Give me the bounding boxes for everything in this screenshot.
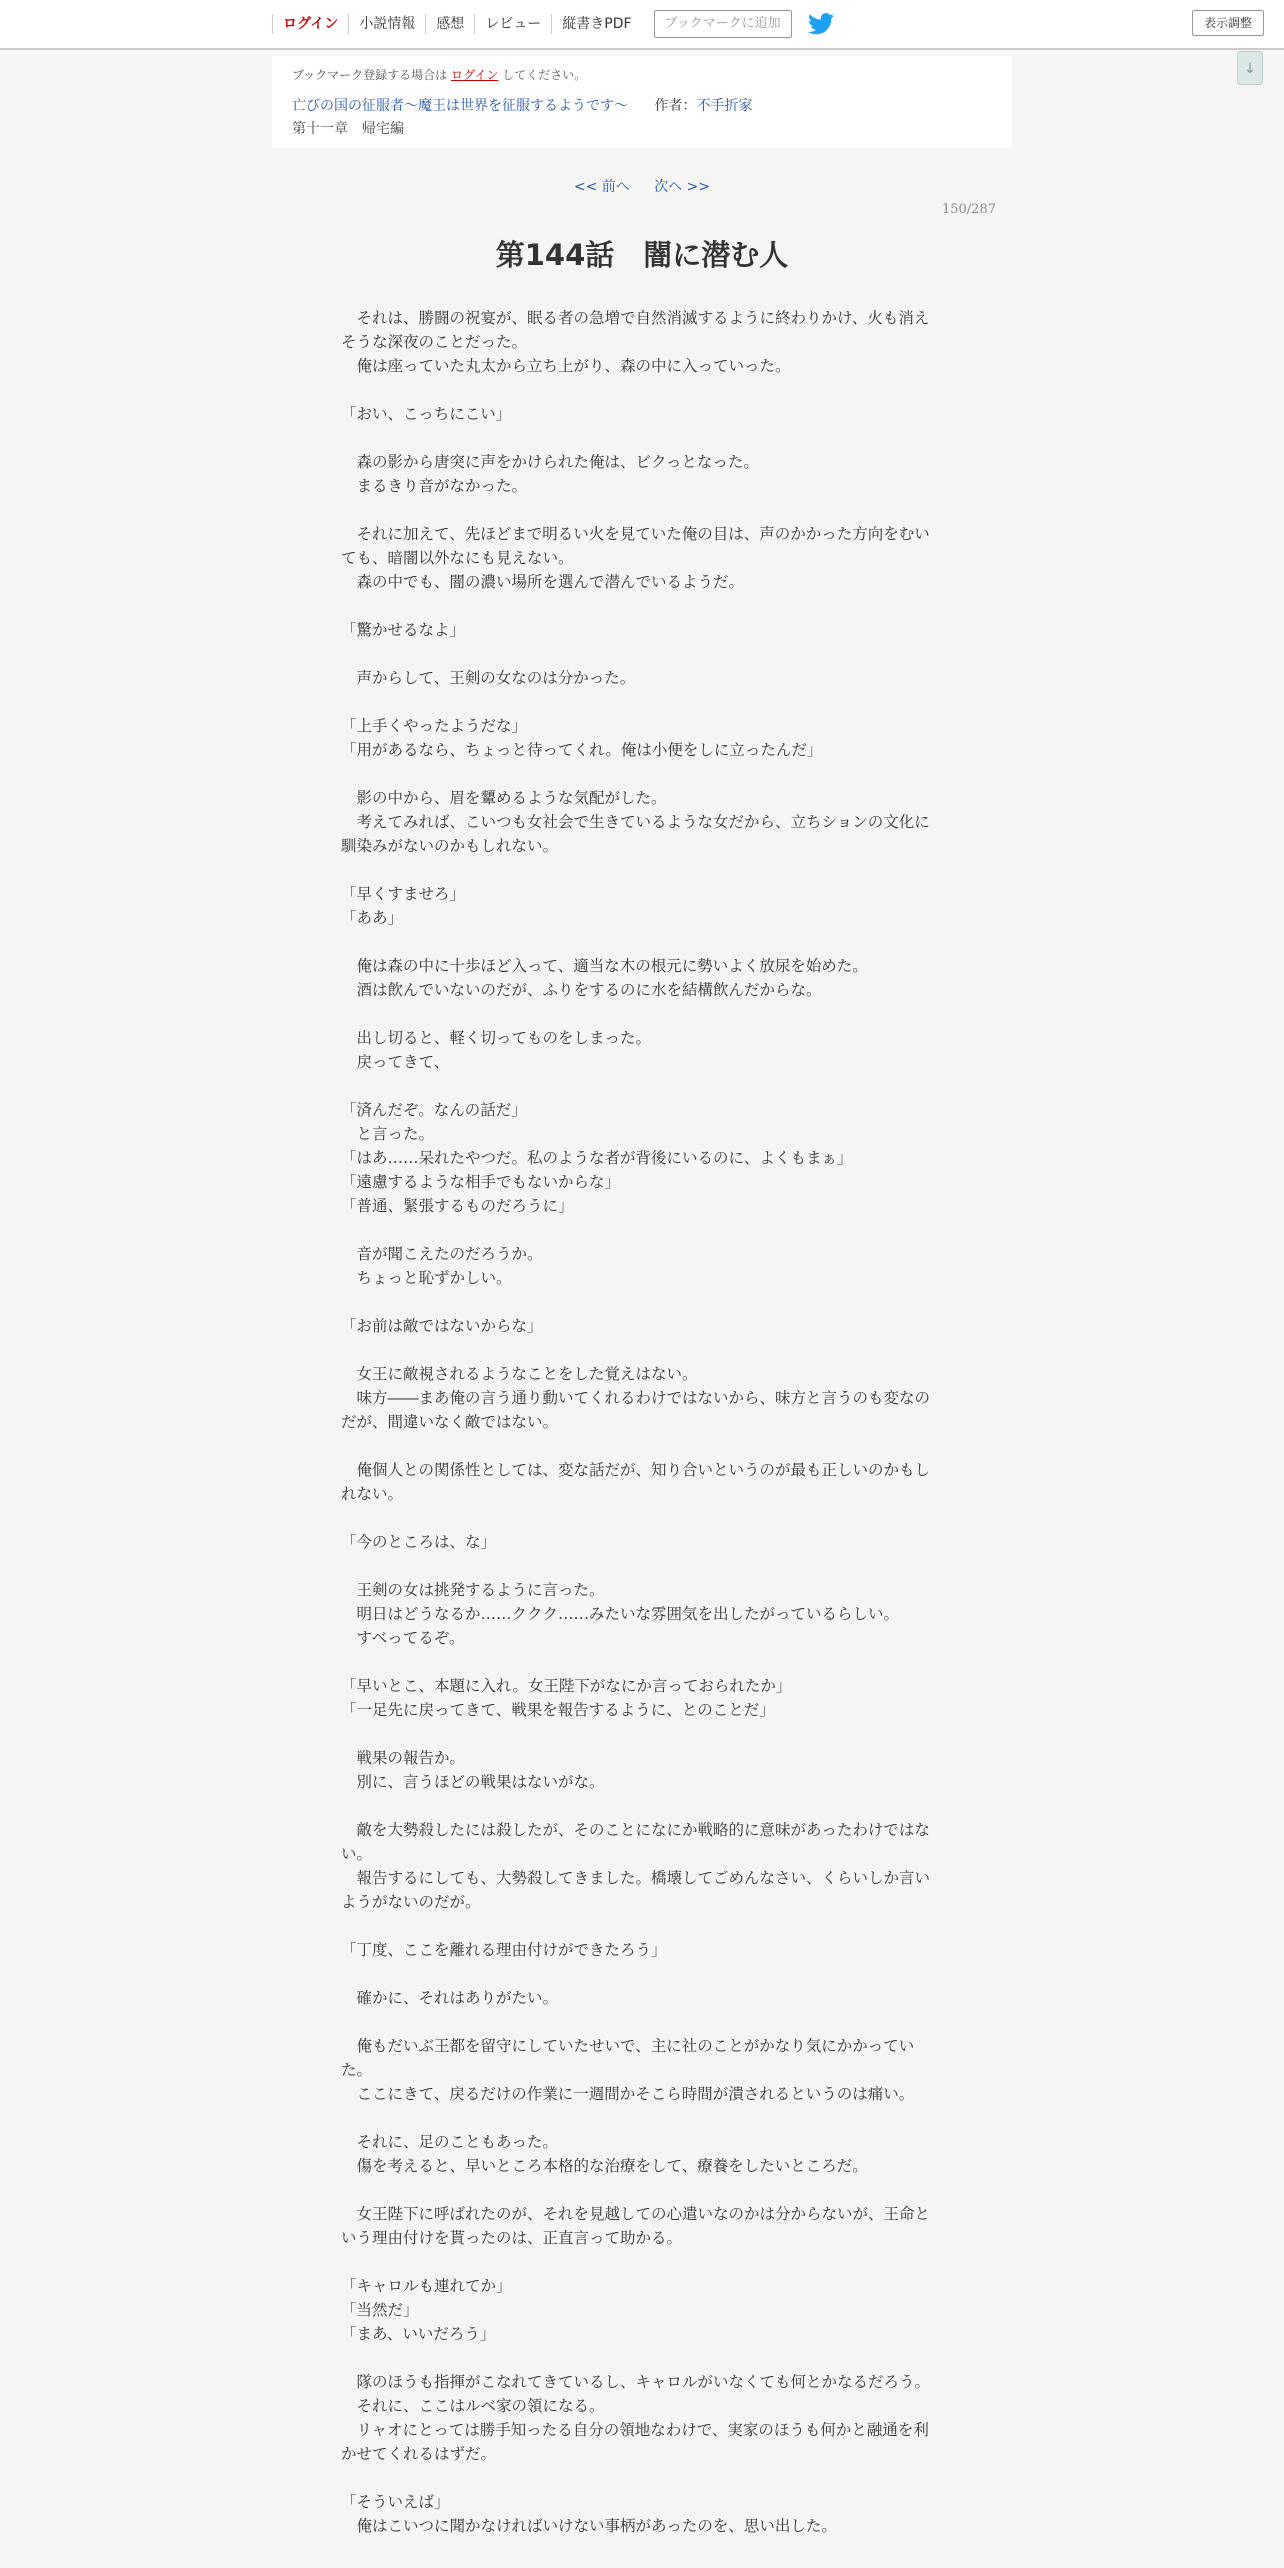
novel-paragraph [341, 2178, 941, 2202]
novel-paragraph: 声からして、王剣の女なのは分かった。 [341, 669, 636, 687]
novel-paragraph: 隊のほうも指揮がこなれてきているし、キャロルがいなくても何とかなるだろう。 [341, 2373, 931, 2391]
novel-paragraph: 王剣の女は挑発するように言った。 [341, 1581, 605, 1599]
bookmark-login-link[interactable]: ログイン [450, 68, 499, 82]
chapter-number: 第十一章 [292, 121, 348, 137]
novel-paragraph: 明日はどうなるか……ククク……みたいな雰囲気を出したがっているらしい。 [341, 1605, 900, 1623]
novel-paragraph: 俺はこいつに聞かなければいけない事柄があったのを、思い出した。 [341, 2517, 837, 2535]
chapter-heading [292, 118, 992, 140]
episode-title: 第144話 闇に潜む人 [495, 238, 789, 272]
novel-paragraph: 俺は座っていた丸太から立ち上がり、森の中に入っていった。 [341, 357, 791, 375]
add-bookmark-button[interactable]: ブックマークに追加 [654, 10, 792, 38]
novel-paragraph: 出し切ると、軽く切ってものをしまった。 [341, 1029, 652, 1047]
episode-pager [0, 176, 1284, 196]
novel-paragraph: 戦果の報告か。 [341, 1749, 466, 1767]
novel-paragraph [341, 498, 941, 522]
novel-body-text [341, 306, 941, 2538]
novel-paragraph: 「キャロルも連れてか」 [341, 2277, 512, 2295]
top-navigation-bar [0, 0, 1284, 50]
novel-paragraph [341, 1002, 941, 1026]
novel-paragraph: 「遠慮するような相手でもないからな」 [341, 1173, 621, 1191]
novel-paragraph: 俺は森の中に十歩ほど入って、適当な木の根元に勢いよく放尿を始めた。 [341, 957, 868, 975]
novel-paragraph: 女王に敵視されるようなことをした覚えはない。 [341, 1365, 698, 1383]
novel-paragraph: それに加えて、先ほどまで明るい火を見ていた俺の目は、声のかかった方向をむいても、暗闇以外なにも見えない。 [341, 525, 930, 567]
display-settings-button[interactable]: 表示調整 [1192, 10, 1264, 36]
novel-paragraph: 敵を大勢殺したには殺したが、そのことになにか戦略的に意味があったわけではない。 [341, 1821, 930, 1863]
novel-paragraph: 影の中から、眉を顰めるような気配がした。 [341, 789, 667, 807]
novel-paragraph: 森の影から唐突に声をかけられた俺は、ビクっとなった。 [341, 453, 759, 471]
novel-paragraph: 「普通、緊張するものだろうに」 [341, 1197, 574, 1215]
novel-paragraph: 音が聞こえたのだろうか。 [341, 1245, 543, 1263]
scroll-down-button[interactable]: ↓ [1237, 51, 1263, 85]
novel-paragraph [341, 2466, 941, 2490]
novel-paragraph: 女王陛下に呼ばれたのが、それを見越しての心遣いなのかは分からないが、王命という理由付けを貰ったのは、正直言って助かる。 [341, 2205, 931, 2247]
next-episode-link[interactable]: 次へ >> [654, 179, 711, 195]
novel-paragraph [341, 930, 941, 954]
bookmark-login-note: ブックマーク登録する場合は ログイン してください。 [292, 68, 587, 82]
novel-paragraph [341, 2346, 941, 2370]
main-nav [272, 0, 834, 48]
chapter-name: 帰宅編 [362, 121, 404, 137]
novel-paragraph: すべってるぞ。 [341, 1629, 465, 1647]
prev-episode-link[interactable]: << 前へ [573, 179, 630, 195]
novel-paragraph: 「早いとこ、本題に入れ。女王陛下がなにか言っておられたか」 [341, 1677, 792, 1695]
novel-paragraph [341, 1290, 941, 1314]
novel-paragraph [341, 2106, 941, 2130]
novel-paragraph: と言った。 [341, 1125, 435, 1143]
novel-paragraph: ちょっと恥ずかしい。 [341, 1269, 512, 1287]
novel-paragraph [341, 858, 941, 882]
nav-review-link[interactable]: レビュー [474, 14, 551, 34]
novel-paragraph: 「丁度、ここを離れる理由付けができたろう」 [341, 1941, 667, 1959]
novel-paragraph [341, 1074, 941, 1098]
novel-paragraph: 戻ってきて、 [341, 1053, 450, 1071]
novel-paragraph: 考えてみれば、こいつも女社会で生きているような女だから、立ちションの文化に馴染みがないのかもしれない。 [341, 813, 930, 855]
novel-paragraph [341, 1554, 941, 1578]
novel-paragraph [341, 2010, 941, 2034]
episode-page-count: 150/287 [941, 202, 996, 217]
novel-paragraph [341, 426, 941, 450]
novel-paragraph: 「はあ……呆れたやつだ。私のような者が背後にいるのに、よくもまぁ」 [341, 1149, 853, 1167]
novel-paragraph [341, 378, 941, 402]
nav-login-link[interactable]: ログイン [272, 14, 348, 34]
novel-paragraph: 「そういえば」 [341, 2493, 450, 2511]
novel-paragraph [341, 690, 941, 714]
novel-paragraph: それに、足のこともあった。 [341, 2133, 558, 2151]
novel-paragraph: 酒は飲んでいないのだが、ふりをするのに水を結構飲んだからな。 [341, 981, 822, 999]
novel-paragraph: 味方――まあ俺の言う通り動いてくれるわけではないから、味方と言うのも変なのだが、間違いなく敵ではない。 [341, 1389, 931, 1431]
novel-paragraph [341, 1338, 941, 1362]
novel-paragraph: まるきり音がなかった。 [341, 477, 528, 495]
novel-paragraph: 「今のところは、な」 [341, 1533, 497, 1551]
novel-paragraph [341, 594, 941, 618]
novel-paragraph [341, 1794, 941, 1818]
novel-paragraph [341, 1962, 941, 1986]
author-label: 作者： [654, 98, 697, 114]
twitter-bird-icon[interactable] [808, 13, 834, 35]
author-name-link[interactable]: 不手折家 [696, 98, 753, 114]
novel-paragraph: リャオにとっては勝手知ったる自分の領地なわけで、実家のほうも何かと融通を利かせてくれるはずだ。 [341, 2421, 929, 2463]
novel-paragraph: 「当然だ」 [341, 2301, 419, 2319]
series-title-link[interactable]: 亡びの国の征服者～魔王は世界を征服するようです～ [292, 98, 628, 114]
novel-paragraph: 「早くすませろ」 [341, 885, 466, 903]
novel-paragraph [341, 1722, 941, 1746]
novel-paragraph: 「まあ、いいだろう」 [341, 2325, 496, 2343]
novel-paragraph: 「驚かせるなよ」 [341, 621, 466, 639]
novel-paragraph: 俺もだいぶ王都を留守にしていたせいで、主に社のことがかなり気にかかっていた。 [341, 2037, 915, 2079]
novel-paragraph: 「済んだぞ。なんの話だ」 [341, 1101, 527, 1119]
novel-paragraph: 報告するにしても、大勢殺してきました。橋壊してごめんなさい、くらいしか言いようがないのだが。 [341, 1869, 931, 1911]
nav-impressions-link[interactable]: 感想 [425, 14, 474, 34]
nav-novel-info-link[interactable]: 小説情報 [348, 14, 425, 34]
novel-paragraph [341, 762, 941, 786]
novel-paragraph [341, 1218, 941, 1242]
novel-paragraph [341, 1506, 941, 1530]
novel-paragraph [341, 1914, 941, 1938]
novel-paragraph: 俺個人との関係性としては、変な話だが、知り合いというのが最も正しいのかもしれない。 [341, 1461, 931, 1503]
novel-paragraph: 「用があるなら、ちょっと待ってくれ。俺は小便をしに立ったんだ」 [341, 741, 823, 759]
novel-paragraph: ここにきて、戻るだけの作業に一週間かそこら時間が潰されるというのは痛い。 [341, 2085, 915, 2103]
novel-info-box [272, 56, 1012, 148]
novel-paragraph: 「お前は敵ではないからな」 [341, 1317, 543, 1335]
novel-paragraph [341, 2250, 941, 2274]
novel-paragraph: 傷を考えると、早いところ本格的な治療をして、療養をしたいところだ。 [341, 2157, 868, 2175]
novel-paragraph: それに、ここはルベ家の領になる。 [341, 2397, 605, 2415]
novel-paragraph: 「一足先に戻ってきて、戦果を報告するように、とのことだ」 [341, 1701, 775, 1719]
novel-paragraph: それは、勝闘の祝宴が、眠る者の急増で自然消滅するように終わりかけ、火も消えそうな深夜のことだった。 [341, 309, 930, 351]
novel-paragraph: 「おい、こっちにこい」 [341, 405, 512, 423]
novel-paragraph [341, 1650, 941, 1674]
novel-paragraph [341, 642, 941, 666]
novel-paragraph: 「上手くやったようだな」 [341, 717, 528, 735]
novel-paragraph: 確かに、それはありがたい。 [341, 1989, 559, 2007]
novel-paragraph [341, 1434, 941, 1458]
novel-paragraph: 森の中でも、闇の濃い場所を選んで潜んでいるようだ。 [341, 573, 745, 591]
series-line [292, 94, 992, 118]
novel-paragraph: 「ああ」 [341, 909, 404, 927]
nav-vertical-pdf-link[interactable]: 縦書きPDF [551, 14, 641, 34]
novel-paragraph: 別に、言うほどの戦果はないがな。 [341, 1773, 605, 1791]
